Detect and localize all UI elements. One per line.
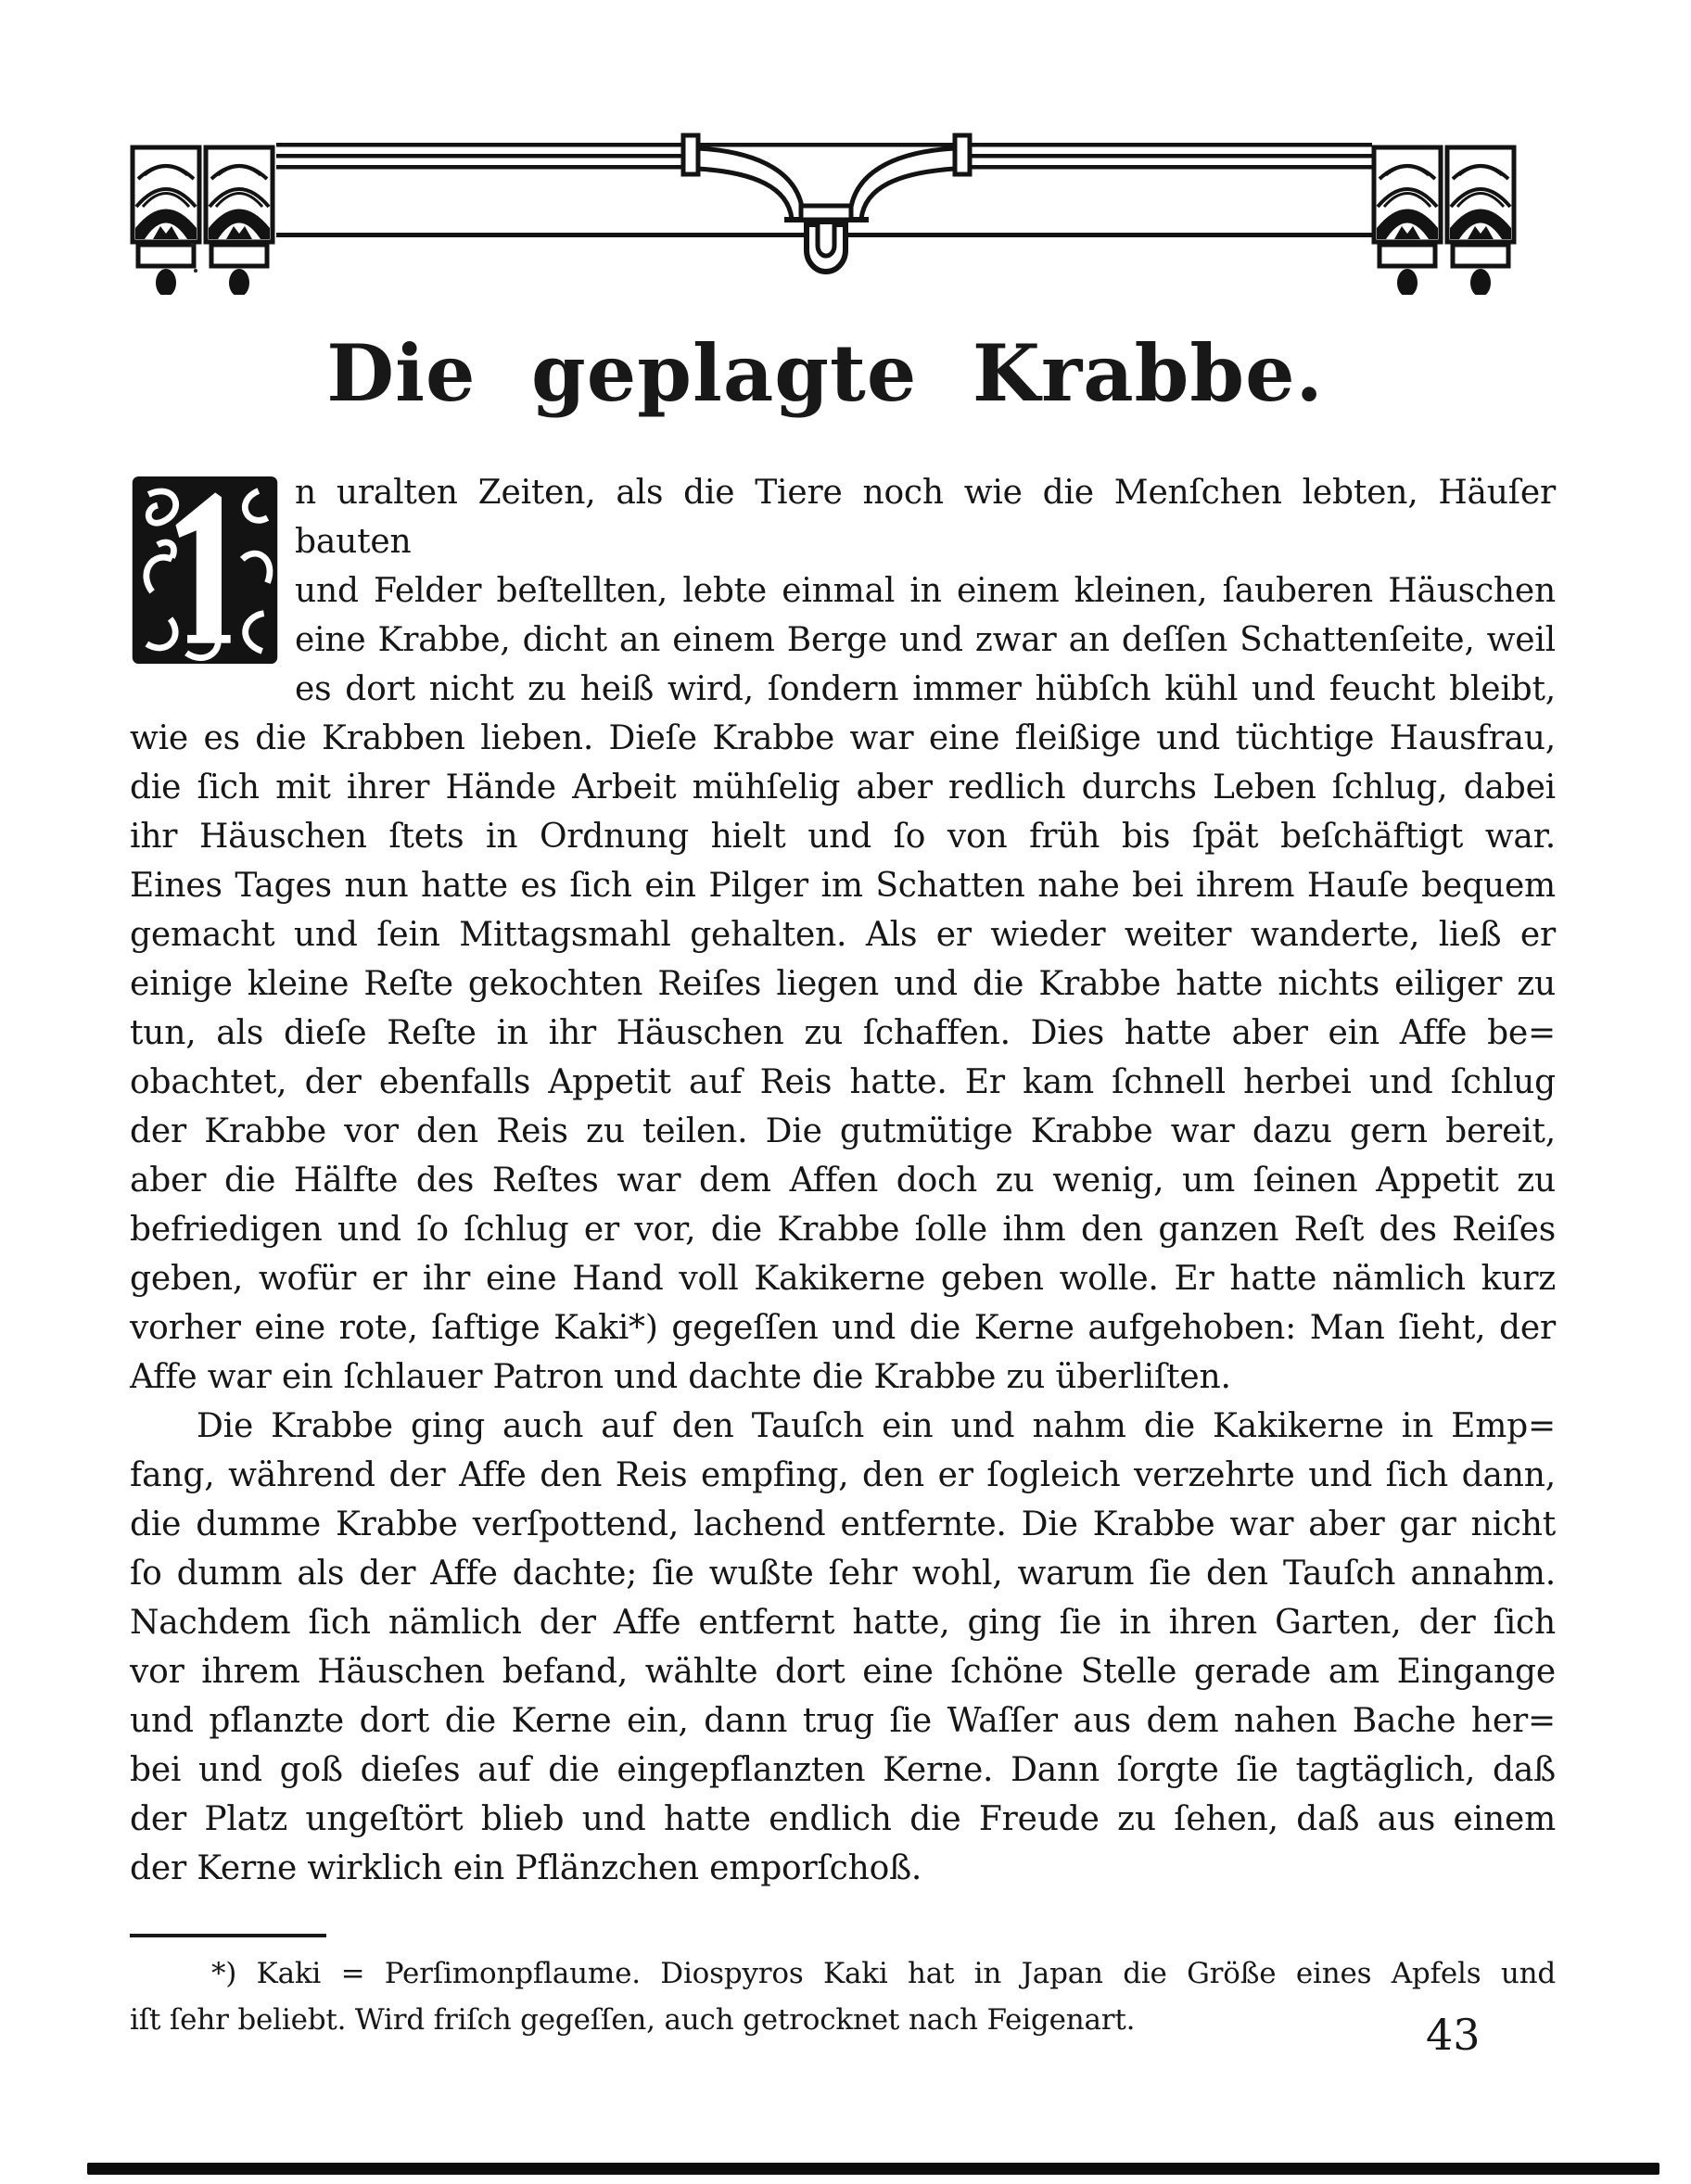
story-line: fang, während der Affe den Reis empfing, den er ſogleich verzehrte und ſich dann, [130,1456,1556,1494]
story-line: wie es die Krabben lieben. Dieſe Krabbe war eine fleißige und tüchtige Hausfrau, [130,719,1556,757]
footnote-line: iſt ſehr beliebt. Wird friſch gegeſſen, auch getrocknet nach Feigenart. [130,2003,1136,2037]
paragraph-1 [130,468,1556,1402]
story-line: tun, als dieſe Reſte in ihr Häuschen zu ſchaffen. Dies hatte aber ein Affe be= [130,1014,1556,1052]
story-line: vorher eine rote, ſaftige Kaki*) gegeſſen und die Kerne aufgehoben: Man ſieht, der [130,1309,1556,1347]
footnote-line: *) Kaki = Perſimonpflaume. Diospyros Kaki hat in Japan die Größe eines Apfels und [211,1957,1556,1990]
center-pendant [801,206,851,272]
footnote [130,1950,1556,2043]
story-line: die dumme Krabbe verſpottend, lachend entfernte. Die Krabbe war aber gar nicht [130,1505,1556,1543]
story-line: gemacht und ſein Mittagsmahl gehalten. Als er wieder weiter wanderte, ließ er [130,916,1556,954]
story-line: obachtet, der ebenfalls Appetit auf Reis hatte. Er kam ſchnell herbei und ſchlug [130,1063,1556,1101]
story-line: eine Krabbe, dicht an einem Berge und zwar an deſſen Schattenſeite, weil [295,621,1556,659]
story-line: n uralten Zeiten, als die Tiere noch wie die Menſchen lebten, Häuſer bauten [295,474,1556,561]
footnote-rule [130,1934,326,1937]
story-line: aber die Hälfte des Reſtes war dem Affen doch zu wenig, um ſeinen Appetit zu [130,1162,1556,1200]
paragraph-2 [130,1402,1556,1893]
rule-clasp-right [955,135,970,174]
story-body [130,468,1556,2043]
header-ornament [130,91,1520,295]
story-line: Nachdem ſich nämlich der Affe entfernt hatte, ging ſie in ihren Garten, der ſich [130,1604,1556,1642]
story-line: der Platz ungeſtört blieb und hatte endlich die Freude zu ſehen, daß aus einem [130,1800,1556,1838]
story-line: und Felder beſtellten, lebte einmal in einem kleinen, ſauberen Häuschen [295,572,1556,610]
story-line: der Krabbe vor den Reis zu teilen. Die gutmütige Krabbe war dazu gern bereit, [130,1112,1556,1150]
scan-speck [190,243,195,248]
rule-clasp-left [683,135,698,174]
top-rules [276,143,1372,170]
story-line: es dort nicht zu heiß wird, ſondern immer hübſch kühl und feucht bleibt, [295,670,1556,708]
story-line: die ſich mit ihrer Hände Arbeit mühſelig aber redlich durchs Leben ſchlug, dabei [130,768,1556,806]
page-number: 43 [1426,2010,1481,2060]
story-line: Die Krabbe ging auch auf den Tauſch ein und nahm die Kakikerne in Emp= [197,1407,1556,1445]
scan-speck [194,269,197,273]
story-line: und pflanzte dort die Kerne ein, dann trug ſie Waſſer aus dem nahen Bache her= [130,1702,1556,1740]
story-line: Affe war ein ſchlauer Patron und dachte die Krabbe zu überliſten. [130,1358,1231,1396]
story-line: ihr Häuschen ſtets in Ordnung hielt und ſo von früh bis ſpät beſchäftigt war. [130,818,1556,856]
story-line: geben, wofür er ihr eine Hand voll Kakikerne geben wolle. Er hatte nämlich kurz [130,1260,1556,1298]
story-line: ſo dumm als der Affe dachte; ſie wußte ſehr wohl, warum ſie den Tauſch annahm. [130,1555,1556,1593]
story-line: einige kleine Reſte gekochten Reiſes liegen und die Krabbe hatte nichts eiliger zu [130,965,1556,1003]
story-line: der Kerne wirklich ein Pflänzchen emporſchoß. [130,1849,922,1887]
story-line: bei und goß dieſes auf die eingepflanzten Kerne. Dann ſorgte ſie tagtäglich, daß [130,1751,1556,1789]
story-line: vor ihrem Häuschen befand, wählte dort eine ſchöne Stelle gerade am Eingange [130,1653,1556,1691]
scan-artifact-bar [87,2163,1659,2175]
story-line: befriedigen und ſo ſchlug er vor, die Krabbe ſolle ihm den ganzen Reſt des Reiſes [130,1211,1556,1249]
page-title: Die geplagte Krabbe. [326,327,1324,419]
story-line: Eines Tages nun hatte es ſich ein Pilger im Schatten nahe bei ihrem Hauſe bequem [130,867,1556,905]
drop-cap-initial-I [130,475,280,666]
